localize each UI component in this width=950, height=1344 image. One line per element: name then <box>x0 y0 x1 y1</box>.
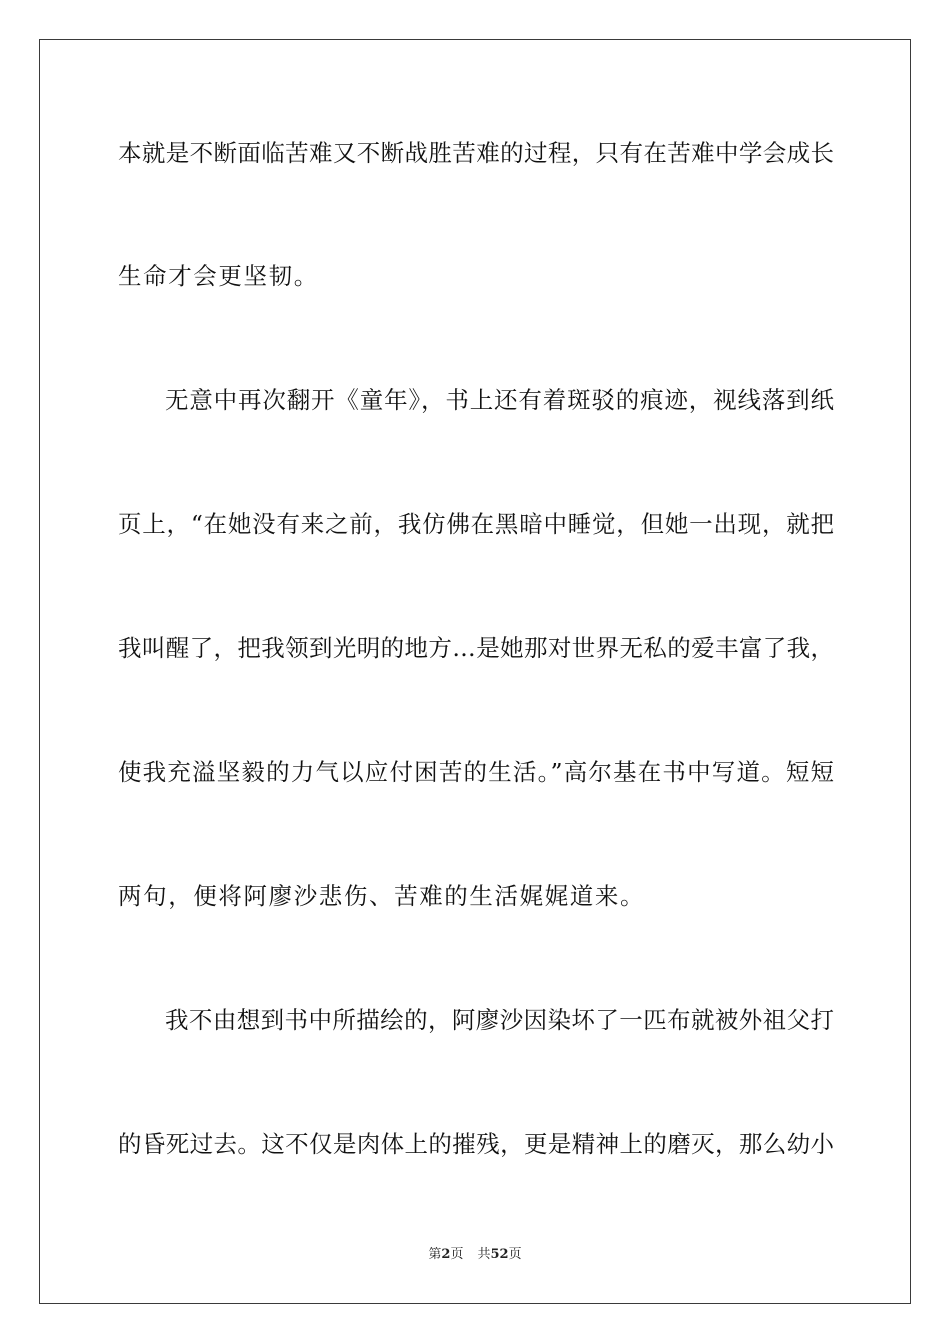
total-pages: 52 <box>490 1247 509 1262</box>
page-prefix: 第 <box>428 1247 442 1262</box>
total-suffix: 页 <box>508 1247 522 1262</box>
total-prefix: 共 <box>477 1247 491 1262</box>
paragraph-line-7: 两句，便将阿廖沙悲伤、苦难的生活娓娓道来。 <box>118 882 646 910</box>
paragraph-line-5: 我叫醒了，把我领到光明的地方…是她那对世界无私的爱丰富了我， <box>118 634 834 662</box>
paragraph-line-9: 的昏死过去。这不仅是肉体上的摧残，更是精神上的磨灭，那么幼小 <box>118 1130 834 1158</box>
paragraph-line-1: 本就是不断面临苦难又不断战胜苦难的过程，只有在苦难中学会成长 <box>118 139 834 167</box>
page-footer <box>0 1246 950 1264</box>
page-suffix: 页 <box>450 1247 464 1262</box>
paragraph-line-6: 使我充溢坚毅的力气以应付困苦的生活。”高尔基在书中写道。短短 <box>118 758 834 786</box>
page-number: 2 <box>441 1247 451 1262</box>
paragraph-line-3: 无意中再次翻开《童年》，书上还有着斑驳的痕迹，视线落到纸 <box>165 386 834 414</box>
paragraph-line-4: 页上，“在她没有来之前，我仿佛在黑暗中睡觉，但她一出现，就把 <box>118 510 834 538</box>
paragraph-line-2: 生命才会更坚韧。 <box>118 262 319 290</box>
page-border <box>39 39 911 1304</box>
paragraph-line-8: 我不由想到书中所描绘的，阿廖沙因染坏了一匹布就被外祖父打 <box>165 1006 834 1034</box>
